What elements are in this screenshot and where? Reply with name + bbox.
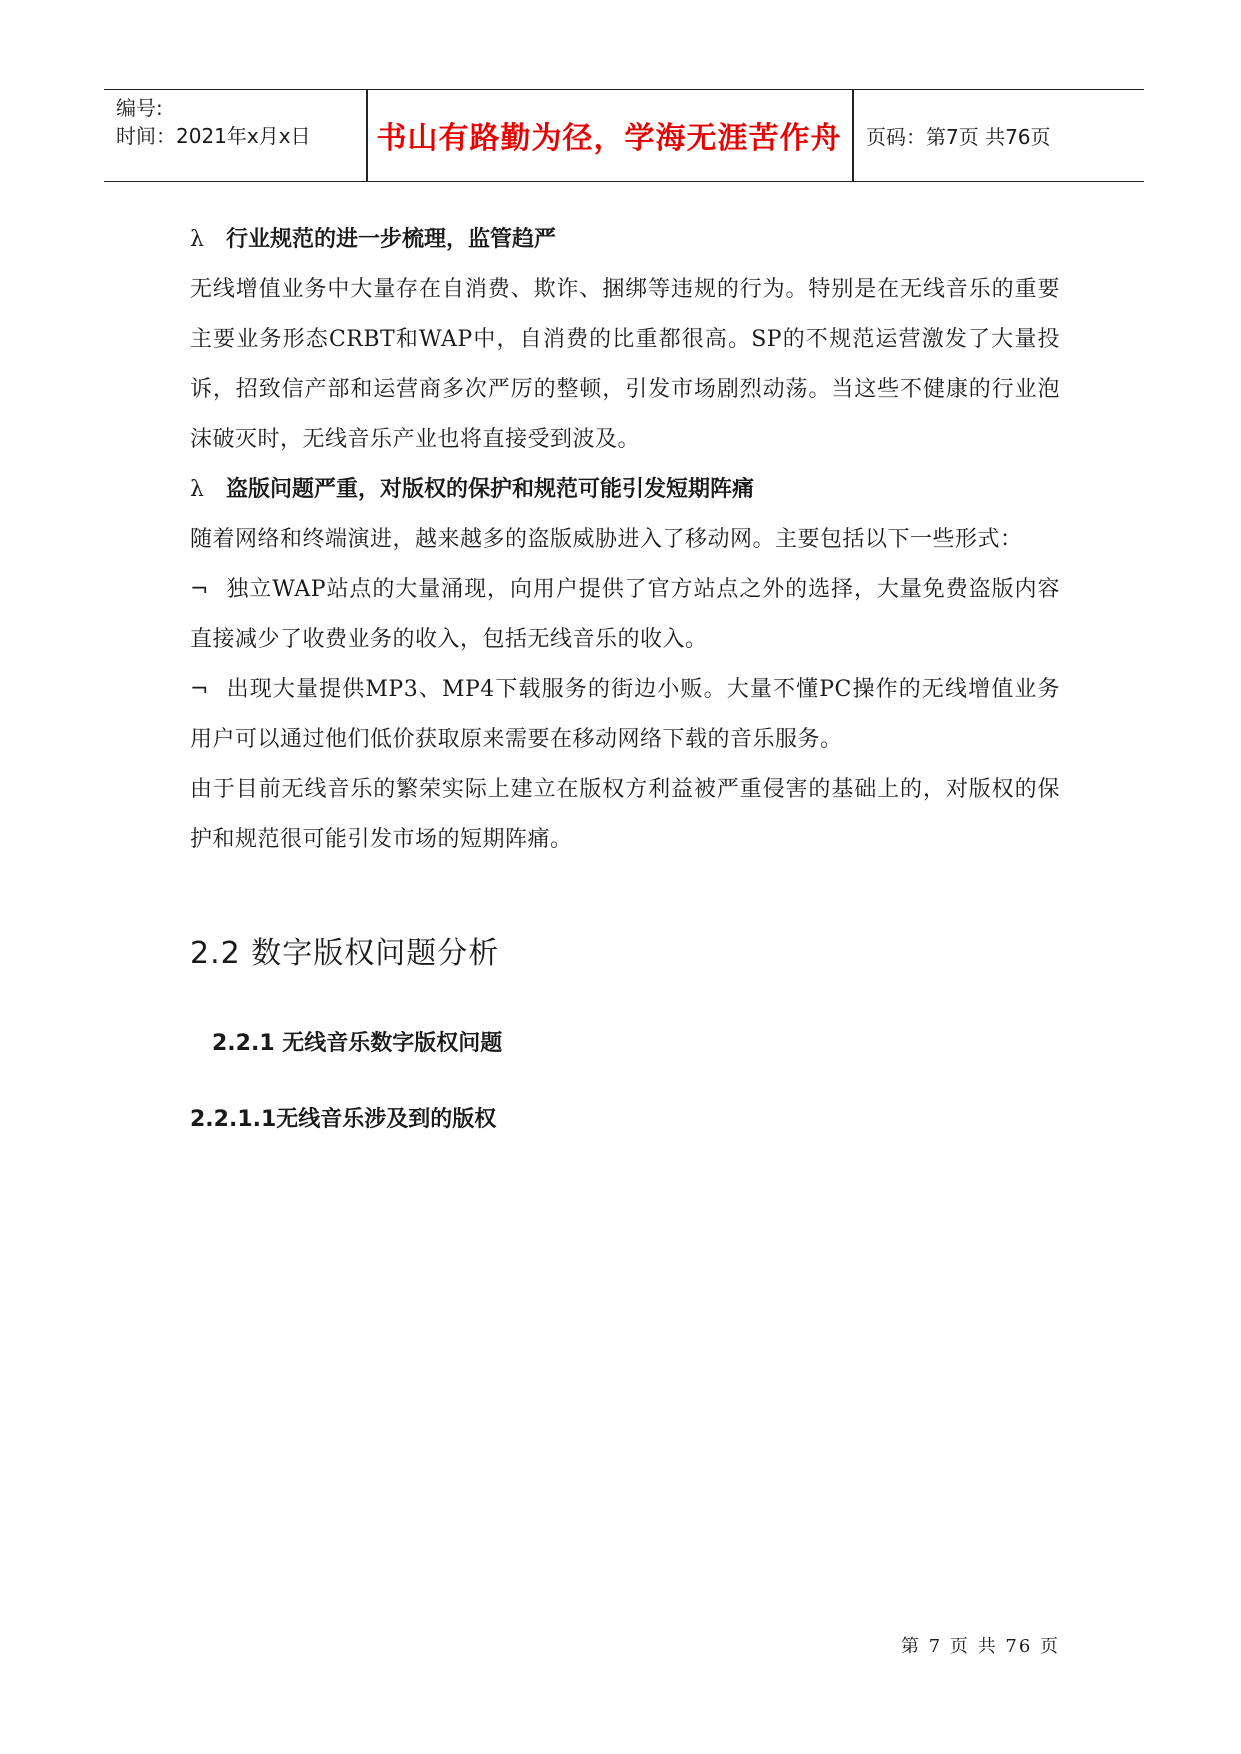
not-sign-bullet-icon: ¬ — [190, 577, 209, 602]
paragraph: 随着网络和终端演进，越来越多的盗版威胁进入了移动网。主要包括以下一些形式： — [190, 527, 1023, 552]
body-content — [190, 215, 1060, 865]
page-header — [104, 89, 1144, 182]
list-item — [190, 665, 1060, 765]
document-number-label: 编号: — [116, 96, 163, 120]
header-motto: 书山有路勤为径，学海无涯苦作舟 — [376, 121, 842, 156]
header-meta — [116, 94, 311, 150]
paragraph: 无线增值业务中大量存在自消费、欺诈、捆绑等违规的行为。特别是在无线音乐的重要主要业务形态CRBT和WAP中，自消费的比重都很高。SP的不规范运营激发了大量投诉，招致信产部和运营商多次严厉的整顿，引发市场剧烈动荡。当这些不健康的行业泡沫破灭时，无线音乐产业也将直接受到波及。 — [190, 277, 1060, 452]
section-heading: 2.2 数字版权问题分析 — [190, 936, 500, 971]
not-sign-bullet-icon: ¬ — [190, 677, 209, 702]
bullet-heading-regulation — [190, 215, 1060, 265]
lambda-bullet-icon: λ — [190, 477, 204, 502]
list-item — [190, 565, 1060, 665]
list-item-text: 独立WAP站点的大量涌现，向用户提供了官方站点之外的选择，大量免费盗版内容直接减少了收费业务的收入，包括无线音乐的收入。 — [190, 577, 1060, 652]
list-item-text: 出现大量提供MP3、MP4下载服务的街边小贩。大量不懂PC操作的无线增值业务用户可以通过他们低价获取原来需要在移动网络下载的音乐服务。 — [190, 677, 1060, 752]
header-divider — [852, 90, 854, 181]
bullet-heading-piracy — [190, 465, 1060, 515]
header-page-info: 页码：第7页 共76页 — [866, 124, 1051, 149]
document-time-label: 时间：2021年x月x日 — [116, 124, 311, 148]
bullet-heading-text: 行业规范的进一步梳理，监管趋严 — [226, 227, 557, 252]
subsection-heading: 2.2.1 无线音乐数字版权问题 — [212, 1031, 503, 1056]
paragraph: 由于目前无线音乐的繁荣实际上建立在版权方利益被严重侵害的基础上的，对版权的保护和规范很可能引发市场的短期阵痛。 — [190, 777, 1060, 852]
subsubsection-heading: 2.2.1.1无线音乐涉及到的版权 — [190, 1107, 497, 1132]
bullet-heading-text: 盗版问题严重，对版权的保护和规范可能引发短期阵痛 — [226, 477, 755, 502]
page-footer: 第 7 页 共 76 页 — [901, 1636, 1060, 1657]
lambda-bullet-icon: λ — [190, 227, 204, 252]
